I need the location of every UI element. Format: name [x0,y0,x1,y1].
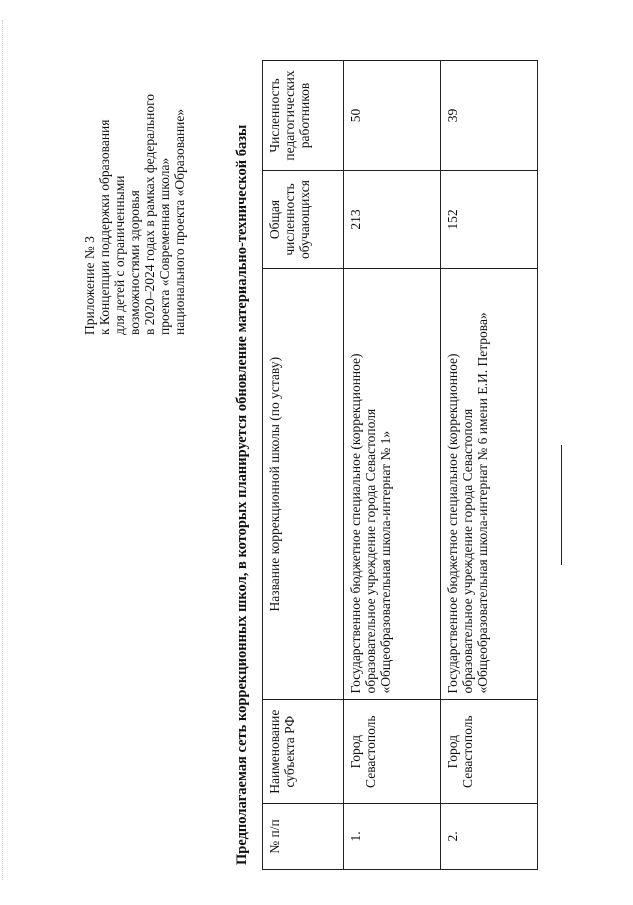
header-num: № п/п [263,803,344,869]
cell-subject: Город Севастополь [344,700,441,803]
appendix-line: для детей с ограниченными [112,175,127,335]
appendix-line: возможностями здоровья [127,190,142,335]
appendix-line: проекта «Современная школа» [157,157,172,335]
appendix-line: в 2020–2024 годах в рамках федерального [142,93,157,335]
header-school: Название коррекционной школы (по уставу) [263,268,344,700]
cell-staff: 39 [441,61,538,171]
table-row [441,61,538,870]
header-staff: Численность педагогических работников [263,61,344,171]
table-title: Предполагаемая сеть коррекционных школ, в которых планируется обновление материально-технической базы [234,124,250,865]
cell-school: Государственное бюджетное специальное (коррекционное) образовательное учреждение города Севастополя «Общеобразовательная школа-интернат № 6 имени Е.И. Петрова» [441,268,538,700]
appendix-line: национального проекта «Образование» [172,108,187,335]
schools-table [262,60,538,870]
cell-staff: 50 [344,61,441,171]
closing-line [561,445,562,565]
table-header-row [263,61,344,870]
cell-school: Государственное бюджетное специальное (коррекционное) образовательное учреждение города Севастополя «Общеобразовательная школа-интернат № 1» [344,268,441,700]
cell-subject: Город Севастополь [441,700,538,803]
cell-num: 1. [344,803,441,869]
appendix-header [82,5,187,335]
cell-students: 213 [344,171,441,269]
appendix-line: к Концепции поддержки образования [97,119,112,335]
cell-students: 152 [441,171,538,269]
cell-num: 2. [441,803,538,869]
header-students: Общая численность обучающихся [263,171,344,269]
table-row [344,61,441,870]
appendix-line: Приложение № 3 [82,236,97,335]
header-subject: Наименование субъекта РФ [263,700,344,803]
